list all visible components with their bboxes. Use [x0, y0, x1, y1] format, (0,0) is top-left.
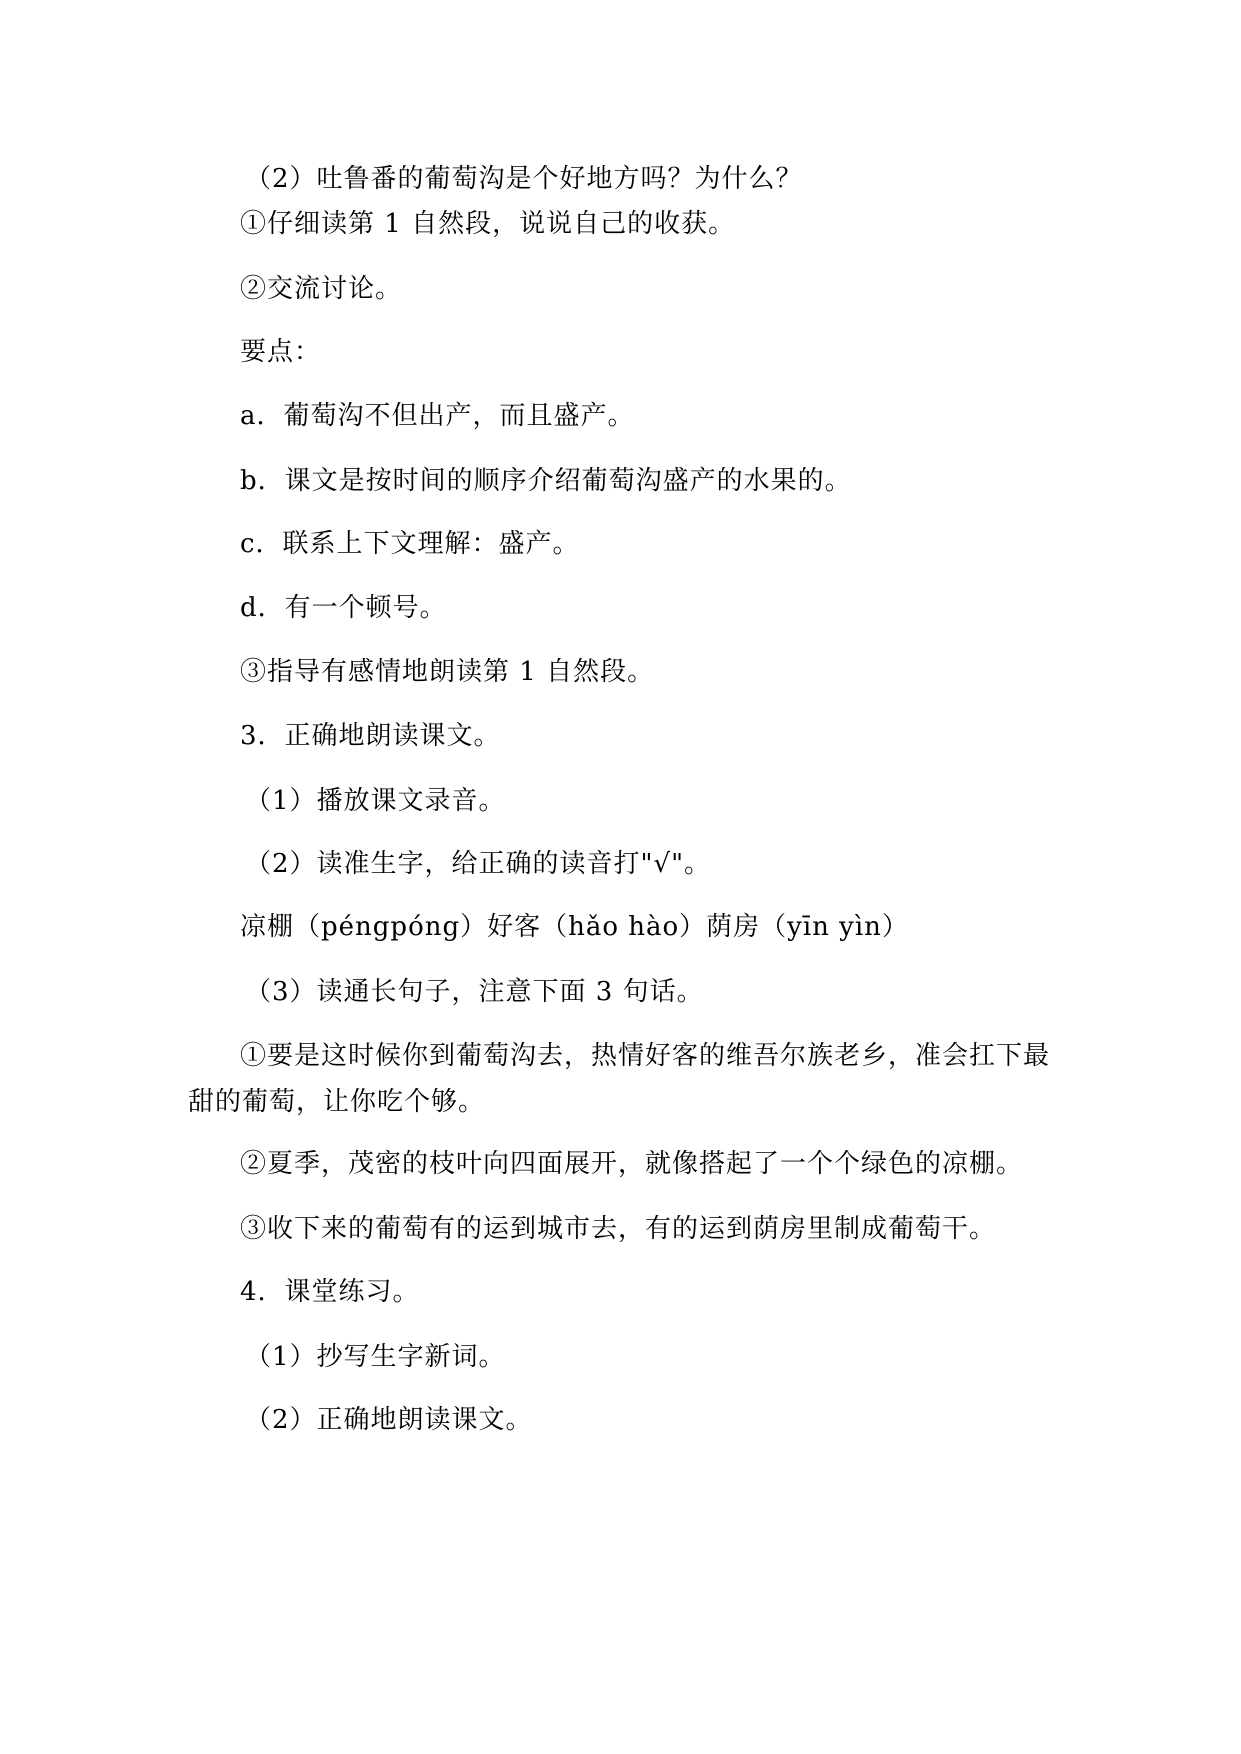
question-2: （2）吐鲁番的葡萄沟是个好地方吗？为什么？ — [245, 164, 803, 194]
step-2: ②交流讨论。 — [240, 274, 403, 304]
sentence-3: ③收下来的葡萄有的运到城市去，有的运到荫房里制成葡萄干。 — [240, 1214, 997, 1244]
sentence-1: ①要是这时候你到葡萄沟去，热情好客的维吾尔族老乡，准会扛下最甜的葡萄，让你吃个够。 — [188, 1041, 1051, 1117]
sentence-2: ②夏季，茂密的枝叶向四面展开，就像搭起了一个个绿色的凉棚。 — [240, 1149, 1024, 1179]
item-4-2: （2）正确地朗读课文。 — [245, 1405, 533, 1435]
point-a: a．葡萄沟不但出产，而且盛产。 — [240, 401, 635, 431]
key-points-label: 要点： — [240, 337, 322, 367]
item-3-2: （2）读准生字，给正确的读音打"√"。 — [245, 849, 712, 879]
step-3: ③指导有感情地朗读第 1 自然段。 — [240, 657, 655, 687]
section-3-heading: 3．正确地朗读课文。 — [240, 721, 501, 751]
point-c: c．联系上下文理解：盛产。 — [240, 529, 580, 559]
step-1: ①仔细读第 1 自然段，说说自己的收获。 — [240, 209, 736, 239]
item-4-1: （1）抄写生字新词。 — [245, 1342, 506, 1372]
section-4-heading: 4．课堂练习。 — [240, 1277, 420, 1307]
point-d: d．有一个顿号。 — [240, 593, 447, 623]
item-3-1: （1）播放课文录音。 — [245, 786, 506, 816]
pinyin-exercise: 凉棚（péngpóng）好客（hǎo hào）荫房（yīn yìn） — [240, 912, 909, 942]
item-3-3: （3）读通长句子，注意下面 3 句话。 — [245, 977, 704, 1007]
point-b: b．课文是按时间的顺序介绍葡萄沟盛产的水果的。 — [240, 466, 852, 496]
